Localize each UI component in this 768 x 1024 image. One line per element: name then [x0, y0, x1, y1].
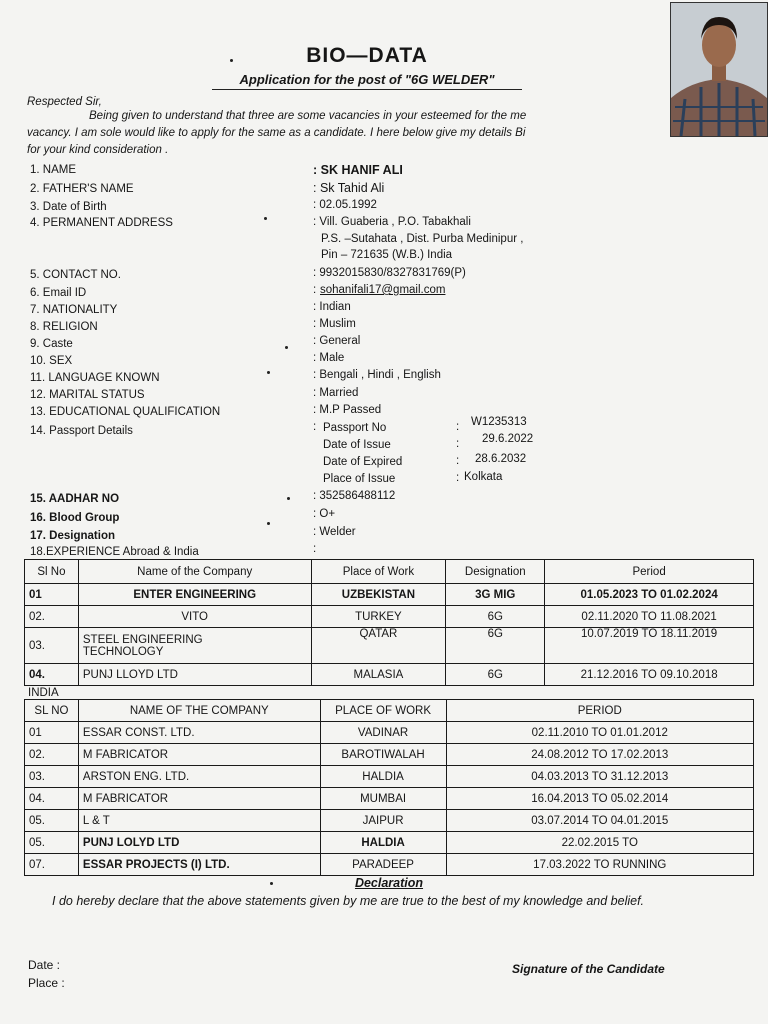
aadhar-label: 15. AADHAR NO	[30, 493, 120, 505]
company-line-1: STEEL ENGINEERING	[82, 633, 203, 646]
sl-cell: 07.	[25, 854, 79, 876]
company-cell: M FABRICATOR	[78, 744, 320, 766]
table-row	[25, 628, 754, 664]
aadhar-value: : 352586488112	[313, 490, 396, 502]
passport-place-value: Kolkata	[464, 471, 503, 483]
table-row	[25, 832, 754, 854]
place-cell: MUMBAI	[320, 788, 446, 810]
caste-value: : General	[313, 335, 361, 347]
sl-cell: 04.	[25, 788, 79, 810]
place-cell: MALASIA	[311, 664, 446, 686]
table-row	[25, 810, 754, 832]
period-cell: 03.07.2014 TO 04.01.2015	[446, 810, 753, 832]
name-label: 1. NAME	[30, 164, 77, 176]
passport-no-value: W1235313	[471, 416, 527, 428]
table-row	[25, 744, 754, 766]
designation-cell: 3G MIG	[446, 584, 545, 606]
passport-issue-colon: :	[456, 438, 460, 450]
language-label: 11. LANGUAGE KNOWN	[30, 372, 160, 384]
dob-label: 3. Date of Birth	[30, 201, 107, 213]
religion-label: 8. RELIGION	[30, 321, 98, 333]
table-row	[25, 584, 754, 606]
education-label: 13. EDUCATIONAL QUALIFICATION	[30, 406, 221, 418]
designation-cell: 6G	[446, 628, 545, 664]
scan-speck	[267, 522, 270, 525]
sl-cell: 01	[25, 584, 79, 606]
father-name-label: 2. FATHER'S NAME	[30, 183, 134, 195]
scan-speck	[230, 59, 233, 62]
india-label: INDIA	[28, 687, 59, 699]
abroad-header-designation: Designation	[446, 560, 545, 584]
address-label: 4. PERMANENT ADDRESS	[30, 217, 173, 229]
scan-speck	[287, 497, 290, 500]
period-cell: 10.07.2019 TO 18.11.2019	[545, 628, 754, 664]
sl-cell: 01	[25, 722, 79, 744]
declaration-heading: Declaration	[354, 876, 424, 890]
passport-issue-value: 29.6.2022	[482, 433, 534, 445]
experience-colon: :	[313, 543, 317, 555]
scan-speck	[264, 217, 267, 220]
company-cell: ARSTON ENG. LTD.	[78, 766, 320, 788]
passport-expire-value: 28.6.2032	[475, 453, 527, 465]
place-cell: TURKEY	[311, 606, 446, 628]
company-cell: PUNJ LLOYD LTD	[78, 664, 311, 686]
abroad-header-company: Name of the Company	[78, 560, 311, 584]
company-cell: ENTER ENGINEERING	[78, 584, 311, 606]
passport-no-label: Passport No	[323, 422, 387, 434]
intro-paragraph	[27, 108, 763, 159]
name-value: : SK HANIF ALI	[313, 163, 403, 177]
passport-expire-colon: :	[456, 455, 460, 467]
company-cell: M FABRICATOR	[78, 788, 320, 810]
intro-line-1: Being given to understand that three are some vacancies in your esteemed for the me	[89, 110, 527, 122]
passport-label: 14. Passport Details	[30, 425, 133, 437]
intro-line-3: for your kind consideration .	[27, 144, 169, 156]
place-cell: UZBEKISTAN	[311, 584, 446, 606]
document-title: BIO—DATA	[306, 44, 428, 67]
period-cell: 01.05.2023 TO 01.02.2024	[545, 584, 754, 606]
company-cell: ESSAR PROJECTS (I) LTD.	[78, 854, 320, 876]
passport-expire-label: Date of Expired	[323, 456, 403, 468]
period-cell: 17.03.2022 TO RUNNING	[446, 854, 753, 876]
company-cell: ESSAR CONST. LTD.	[78, 722, 320, 744]
abroad-header-place: Place of Work	[311, 560, 446, 584]
company-cell: L & T	[78, 810, 320, 832]
period-cell: 04.03.2013 TO 31.12.2013	[446, 766, 753, 788]
abroad-header-row	[25, 560, 754, 584]
place-cell: VADINAR	[320, 722, 446, 744]
sl-cell: 05.	[25, 810, 79, 832]
salutation: Respected Sir,	[27, 96, 102, 108]
education-value: : M.P Passed	[313, 404, 382, 416]
experience-label: 18.EXPERIENCE Abroad & India	[30, 546, 199, 558]
scan-speck	[267, 371, 270, 374]
email-label: 6. Email ID	[30, 287, 87, 299]
language-value: : Bengali , Hindi , English	[313, 369, 441, 381]
email-colon: :	[313, 284, 317, 296]
company-line-2: TECHNOLOGY	[82, 645, 164, 658]
india-header-sl: SL NO	[25, 700, 79, 722]
passport-place-colon: :	[456, 472, 460, 484]
sl-cell: 02.	[25, 744, 79, 766]
dob-value: : 02.05.1992	[313, 199, 377, 211]
intro-line-2: vacancy. I am sole would like to apply for the same as a candidate. I here below give my details Bi	[27, 127, 526, 139]
nationality-label: 7. NATIONALITY	[30, 304, 118, 316]
email-link[interactable]: sohanifali17@gmail.com	[320, 284, 446, 296]
abroad-header-period: Period	[545, 560, 754, 584]
sl-cell: 04.	[25, 664, 79, 686]
table-row	[25, 722, 754, 744]
designation-value: : Welder	[313, 526, 356, 538]
table-row	[25, 788, 754, 810]
passport-issue-label: Date of Issue	[323, 439, 391, 451]
company-cell: PUNJ LOLYD LTD	[78, 832, 320, 854]
passport-place-label: Place of Issue	[323, 473, 396, 485]
designation-cell: 6G	[446, 664, 545, 686]
sl-cell: 03.	[25, 628, 79, 664]
india-header-place: PLACE OF WORK	[320, 700, 446, 722]
table-row	[25, 766, 754, 788]
sex-label: 10. SEX	[30, 355, 73, 367]
abroad-experience-table	[24, 559, 754, 686]
place-cell: PARADEEP	[320, 854, 446, 876]
company-cell	[78, 628, 311, 664]
scan-speck	[270, 882, 273, 885]
india-header-company: NAME OF THE COMPANY	[78, 700, 320, 722]
document-subtitle: Application for the post of "6G WELDER"	[239, 72, 495, 87]
india-experience-table	[24, 699, 754, 876]
period-cell: 16.04.2013 TO 05.02.2014	[446, 788, 753, 810]
company-cell: VITO	[78, 606, 311, 628]
marital-status-label: 12. MARITAL STATUS	[30, 389, 145, 401]
blood-group-value: : O+	[313, 508, 336, 520]
period-cell: 22.02.2015 TO	[446, 832, 753, 854]
subtitle-underline	[212, 89, 522, 90]
designation-label: 17. Designation	[30, 530, 115, 542]
place-cell: BAROTIWALAH	[320, 744, 446, 766]
religion-value: : Muslim	[313, 318, 356, 330]
period-cell: 02.11.2020 TO 11.08.2021	[545, 606, 754, 628]
table-row	[25, 854, 754, 876]
nationality-value: : Indian	[313, 301, 351, 313]
scan-speck	[285, 346, 288, 349]
table-row	[25, 606, 754, 628]
place-cell: HALDIA	[320, 832, 446, 854]
india-header-period: PERIOD	[446, 700, 753, 722]
address-line-2: P.S. –Sutahata , Dist. Purba Medinipur ,	[321, 233, 524, 245]
passport-no-colon: :	[456, 421, 460, 433]
signature-label: Signature of the Candidate	[512, 962, 665, 976]
caste-label: 9. Caste	[30, 338, 73, 350]
address-line-1: : Vill. Guaberia , P.O. Tabakhali	[313, 216, 471, 228]
contact-label: 5. CONTACT NO.	[30, 269, 121, 281]
sl-cell: 05.	[25, 832, 79, 854]
india-header-row	[25, 700, 754, 722]
address-line-3: Pin – 721635 (W.B.) India	[321, 249, 453, 261]
contact-value: : 9932015830/8327831769(P)	[313, 267, 466, 279]
place-cell: QATAR	[311, 628, 446, 664]
place-label: Place :	[28, 976, 65, 990]
table-row	[25, 664, 754, 686]
sl-cell: 03.	[25, 766, 79, 788]
place-cell: HALDIA	[320, 766, 446, 788]
period-cell: 21.12.2016 TO 09.10.2018	[545, 664, 754, 686]
period-cell: 24.08.2012 TO 17.02.2013	[446, 744, 753, 766]
period-cell: 02.11.2010 TO 01.01.2012	[446, 722, 753, 744]
marital-status-value: : Married	[313, 387, 359, 399]
blood-group-label: 16. Blood Group	[30, 512, 120, 524]
designation-cell: 6G	[446, 606, 545, 628]
passport-colon: :	[313, 421, 317, 433]
place-cell: JAIPUR	[320, 810, 446, 832]
father-name-value: : Sk Tahid Ali	[313, 181, 385, 195]
sex-value: : Male	[313, 352, 345, 364]
declaration-text: I do hereby declare that the above statements given by me are true to the best of my knowledge and belief.	[52, 894, 645, 908]
sl-cell: 02.	[25, 606, 79, 628]
abroad-header-sl: Sl No	[25, 560, 79, 584]
date-label: Date :	[28, 958, 61, 972]
